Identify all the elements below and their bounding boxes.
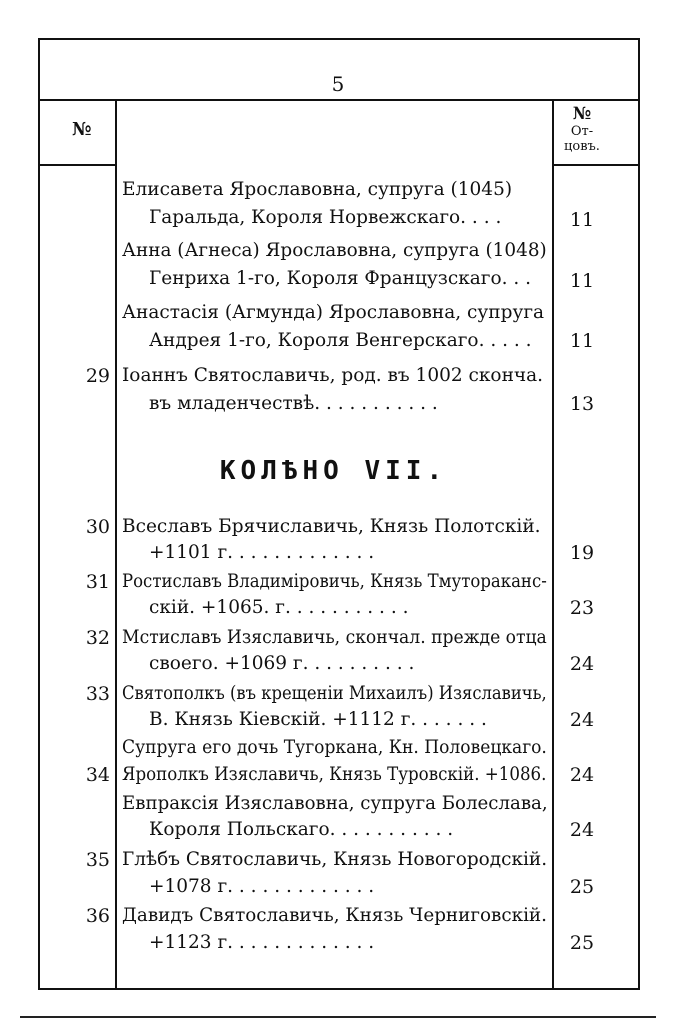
- header-rule: [38, 99, 640, 101]
- entry-line: Евпраксія Изяславовна, супруга Болеслава,: [122, 793, 548, 814]
- entry-line: +1123 г. . . . . . . . . . . . .: [149, 932, 375, 953]
- entry-line: Генриха 1-го, Короля Французскаго. . .: [149, 268, 532, 289]
- entry-number: 30: [85, 516, 110, 538]
- entry-ref: 11: [569, 270, 595, 292]
- entry-number: 32: [85, 627, 110, 649]
- entry-ref: 19: [569, 542, 595, 564]
- entry-line: +1078 г. . . . . . . . . . . . .: [149, 876, 375, 897]
- entry-line: Гаральда, Короля Норвежскаго. . . .: [149, 207, 502, 228]
- entry-ref: 11: [569, 209, 595, 231]
- bottom-rule: [20, 1016, 656, 1018]
- entry-line: Ростиславъ Владиміровичь, Князь Тмутораканс-: [122, 571, 547, 592]
- entry-ref: 11: [569, 330, 595, 352]
- entry-line: Анастасія (Агмунда) Ярославовна, супруга: [122, 302, 545, 323]
- header-bottom-rule: [38, 164, 116, 166]
- entry-ref: 24: [569, 764, 595, 786]
- entry-line: Святополкъ (въ крещеніи Михаилъ) Изяславичь,: [122, 683, 547, 704]
- father-column-header: [552, 104, 612, 154]
- entry-number: 34: [85, 764, 110, 786]
- entry-ref: 25: [569, 876, 595, 898]
- entry-line: В. Князь Кіевскій. +1112 г. . . . . . .: [149, 709, 487, 730]
- entry-ref: 23: [569, 597, 595, 619]
- entry-line: Глѣбъ Святославичь, Князь Новогородскій.: [122, 849, 548, 870]
- entry-line: +1101 г. . . . . . . . . . . . .: [149, 542, 375, 563]
- number-column-header: №: [72, 119, 92, 140]
- entry-line: Короля Польскаго. . . . . . . . . . .: [149, 819, 454, 840]
- entry-line: Андрея 1-го, Короля Венгерскаго. . . . .: [149, 330, 532, 351]
- entry-line: Іоаннъ Святославичь, род. въ 1002 сконча.: [122, 365, 544, 386]
- entry-line: Елисавета Ярославовна, супруга (1045): [122, 179, 513, 200]
- entry-number: 29: [85, 365, 110, 387]
- entry-ref: 25: [569, 932, 595, 954]
- entry-number: 33: [85, 683, 110, 705]
- section-title: КОЛѢНО VII.: [219, 456, 448, 486]
- entry-number: 31: [85, 571, 110, 593]
- entry-line: Ярополкъ Изяславичь, Князь Туровскій. +1086.: [122, 764, 547, 785]
- entry-line: Супруга его дочь Тугоркана, Кн. Половецкаго.: [122, 737, 547, 758]
- father-column-header-line2: цовъ.: [564, 139, 600, 154]
- entry-ref: 24: [569, 819, 595, 841]
- entry-ref: 24: [569, 653, 595, 675]
- header-bottom-rule-right: [552, 164, 640, 166]
- entry-line: Давидъ Святославичь, Князь Черниговскій.: [122, 905, 547, 926]
- entry-number: 36: [85, 905, 110, 927]
- entry-line: скій. +1065. г. . . . . . . . . . .: [149, 597, 409, 618]
- entry-ref: 13: [569, 393, 595, 415]
- column-divider-left: [115, 99, 117, 990]
- entry-line: своего. +1069 г. . . . . . . . . .: [149, 653, 415, 674]
- entry-number: 35: [85, 849, 110, 871]
- page-number: 5: [331, 72, 345, 96]
- father-column-header-no: №: [572, 104, 592, 124]
- entry-ref: 24: [569, 709, 595, 731]
- entry-line: въ младенчествѣ. . . . . . . . . . .: [149, 393, 438, 414]
- father-column-header-line1: От-: [570, 124, 594, 139]
- entry-line: Всеславъ Брячиславичь, Князь Полотскій.: [122, 516, 541, 537]
- entry-line: Мстиславъ Изяславичь, скончал. прежде отца: [122, 627, 547, 648]
- entry-line: Анна (Агнеса) Ярославовна, супруга (1048): [122, 240, 547, 261]
